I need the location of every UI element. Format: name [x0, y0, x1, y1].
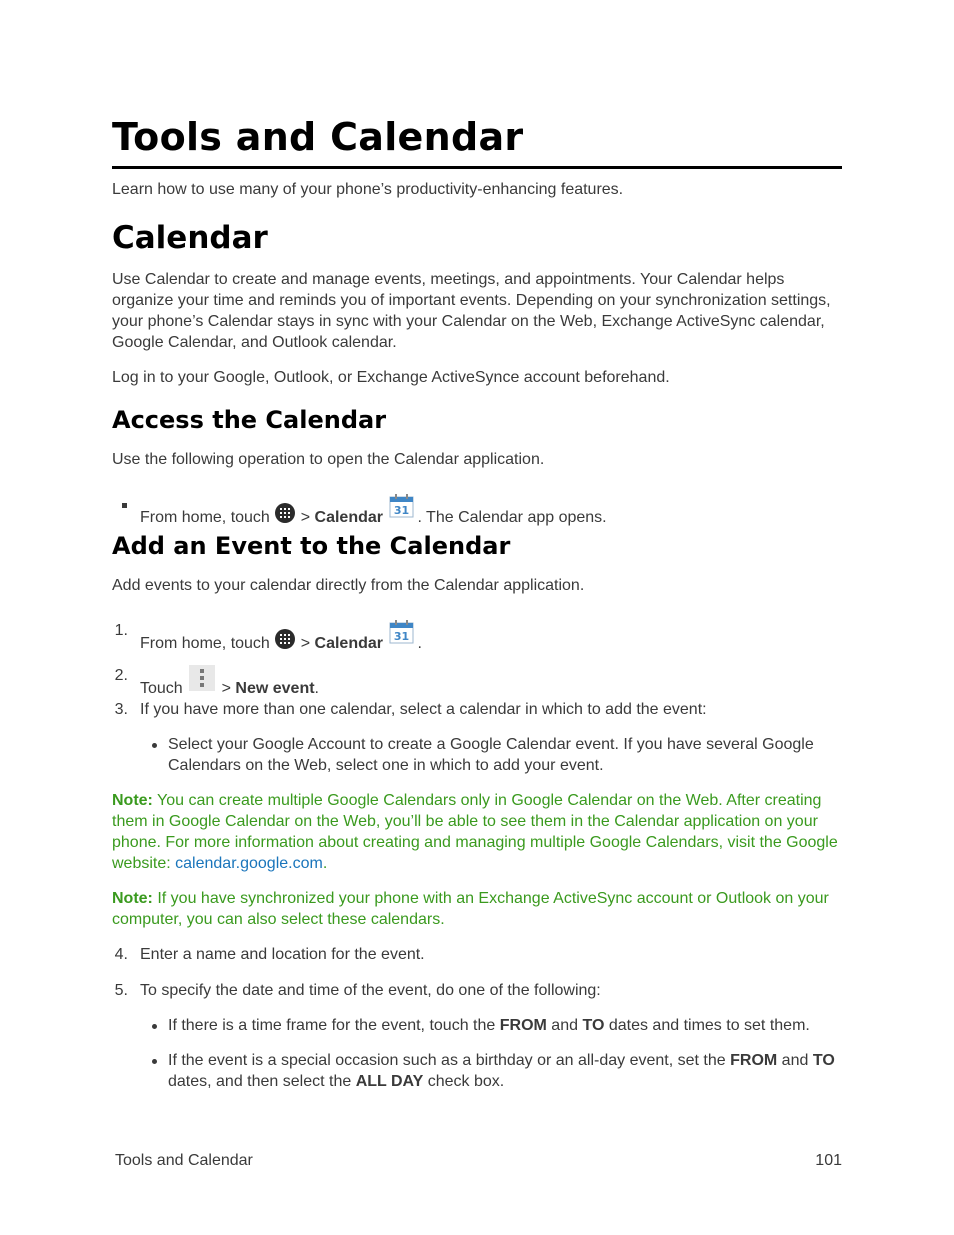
note-2-text: If you have synchronized your phone with an Exchange ActiveSync account or Outlook on your computer, you can also select these calendars. — [112, 890, 829, 928]
note-label: Note: — [112, 792, 153, 809]
section-paragraph-1: Use Calendar to create and manage events, meetings, and appointments. Your Calendar helps organize your time and reminds you of important events. Depending on your synchronization settings, your phone’s Calendar stays in sync with your Calendar on the Web, Exchange ActiveSync calendar, Google Calendar, and Outlook calendar. — [112, 271, 831, 351]
footer-page-number: 101 — [815, 1152, 842, 1169]
step-2-sep: > — [221, 680, 231, 697]
step-2-end: . — [314, 680, 319, 697]
calendar-link[interactable]: calendar.google.com — [175, 855, 323, 872]
square-bullet — [122, 503, 127, 508]
round-bullet — [152, 743, 157, 748]
step-1-sep: > — [300, 635, 311, 652]
step-number: 2. — [114, 667, 128, 684]
menu-icon — [189, 665, 215, 691]
step-5-text: To specify the date and time of the event, do one of the following: — [140, 982, 601, 999]
step-1-text: From home, touch — [140, 635, 270, 652]
title-rule — [112, 166, 842, 169]
step-3-subbullet-text: Select your Google Account to create a Google Calendar event. If you have several Google Calendars on the Web, select one in which to add your event. — [168, 736, 814, 774]
access-bullet-post: . The Calendar app opens. — [417, 509, 607, 526]
add-event-intro: Add events to your calendar directly from the Calendar application. — [112, 577, 585, 594]
note-1 — [112, 790, 842, 874]
note-2 — [112, 888, 842, 930]
svg-text:31: 31 — [394, 630, 410, 643]
chapter-intro: Learn how to use many of your phone’s productivity-enhancing features. — [112, 181, 624, 198]
access-bullet-pre: From home, touch — [140, 509, 270, 526]
access-bullet-calendar: Calendar — [314, 509, 383, 526]
apps-icon — [275, 629, 295, 649]
step-number: 1. — [114, 622, 128, 639]
step-4-text: Enter a name and location for the event. — [140, 946, 425, 963]
footer-title: Tools and Calendar — [115, 1152, 253, 1169]
note-label: Note: — [112, 890, 153, 907]
step-5-subbullet-1-text: If there is a time frame for the event, touch the FROM and TO dates and times to set them. — [168, 1017, 810, 1034]
calendar-app-icon — [389, 494, 415, 518]
step-number: 3. — [114, 701, 128, 718]
step-2-new-event: New event — [235, 680, 315, 697]
note-1-end: . — [322, 855, 328, 872]
access-heading: Access the Calendar — [112, 406, 387, 434]
step-number: 4. — [114, 946, 128, 963]
step-1-calendar: Calendar — [314, 635, 383, 652]
step-5-subbullet-2-text: If the event is a special occasion such as a birthday or an all-day event, set the FROM and TO dates, and then select the ALL DAY check box. — [168, 1052, 835, 1090]
step-3-text: If you have more than one calendar, select a calendar in which to add the event: — [140, 701, 707, 718]
section-title: Calendar — [112, 220, 268, 256]
step-2-text: Touch — [140, 680, 183, 697]
round-bullet — [152, 1059, 157, 1064]
access-bullet-sep: > — [300, 509, 311, 526]
access-intro: Use the following operation to open the Calendar application. — [112, 451, 545, 468]
section-paragraph-2: Log in to your Google, Outlook, or Exchange ActiveSynce account beforehand. — [112, 369, 670, 386]
svg-text:31: 31 — [394, 504, 410, 517]
note-1-text: You can create multiple Google Calendars only in Google Calendar on the Web. After creating them in Google Calendar on the Web, you’ll be able to see them in the Calendar application on your phone. For more information about creating and managing multiple Google Calendars, visit the Google website: — [112, 792, 838, 872]
chapter-title: Tools and Calendar — [112, 115, 524, 159]
calendar-app-icon — [389, 620, 415, 644]
apps-icon — [275, 503, 295, 523]
step-number: 5. — [114, 982, 128, 999]
round-bullet — [152, 1024, 157, 1029]
step-1-end: . — [417, 635, 422, 652]
add-event-heading: Add an Event to the Calendar — [112, 532, 511, 560]
